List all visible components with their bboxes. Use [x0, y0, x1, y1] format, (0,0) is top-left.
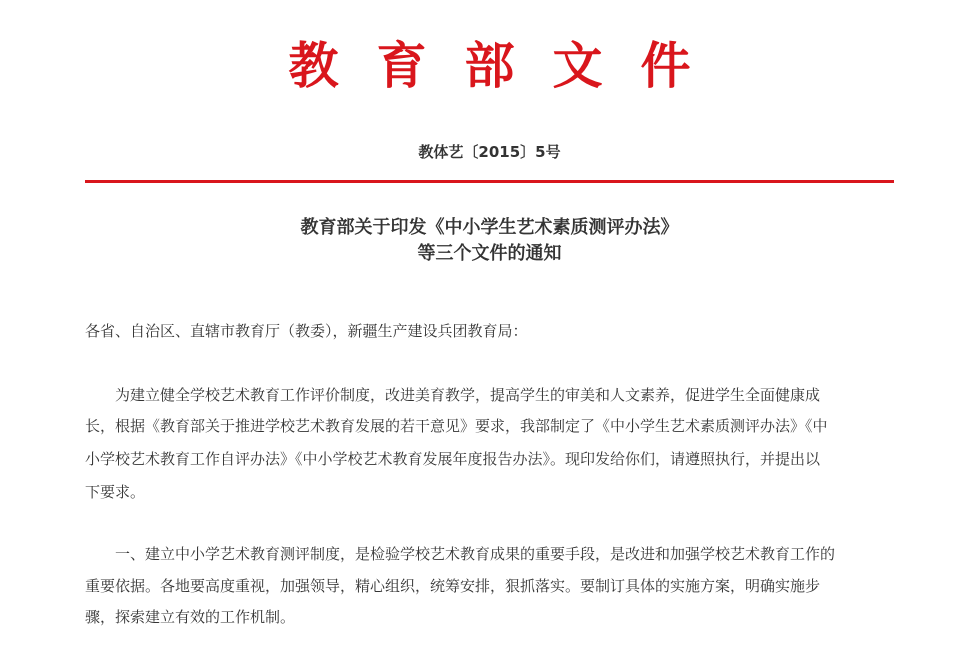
header-char: 件 [640, 36, 691, 95]
paragraph-line: 长，根据《教育部关于推进学校艺术教育发展的若干意见》要求，我部制定了《中小学生艺术素质测评办法》《中 [85, 417, 828, 435]
document-title [0, 215, 979, 267]
paragraph-line: 下要求。 [85, 483, 146, 501]
salutation: 各省、自治区、直辖市教育厅（教委），新疆生产建设兵团教育局： [85, 322, 528, 340]
paragraph-line: 为建立健全学校艺术教育工作评价制度，改进美育教学，提高学生的审美和人文素养，促进学生全面健康成 [115, 386, 821, 404]
header-char: 育 [376, 36, 427, 95]
paragraph-line: 骤，探索建立有效的工作机制。 [85, 608, 296, 626]
red-divider [85, 180, 894, 183]
paragraph-line: 重要依据。各地要高度重视，加强领导，精心组织，统筹安排，狠抓落实。要制订具体的实施方案，明确实施步 [85, 577, 821, 595]
title-line: 等三个文件的通知 [417, 243, 562, 264]
paragraph-line: 小学校艺术教育工作自评办法》《中小学校艺术教育发展年度报告办法》。现印发给你们，请遵照执行，并提出以 [85, 450, 821, 468]
paragraph-line: 一、建立中小学艺术教育测评制度，是检验学校艺术教育成果的重要手段，是改进和加强学校艺术教育工作的 [115, 545, 836, 563]
header-char: 文 [552, 36, 603, 95]
header-char: 教 [288, 36, 339, 95]
document-header [0, 34, 979, 98]
title-line: 教育部关于印发《中小学生艺术素质测评办法》 [300, 217, 679, 238]
header-char: 部 [464, 36, 515, 95]
document-number: 教体艺〔2015〕5号 [418, 143, 561, 161]
